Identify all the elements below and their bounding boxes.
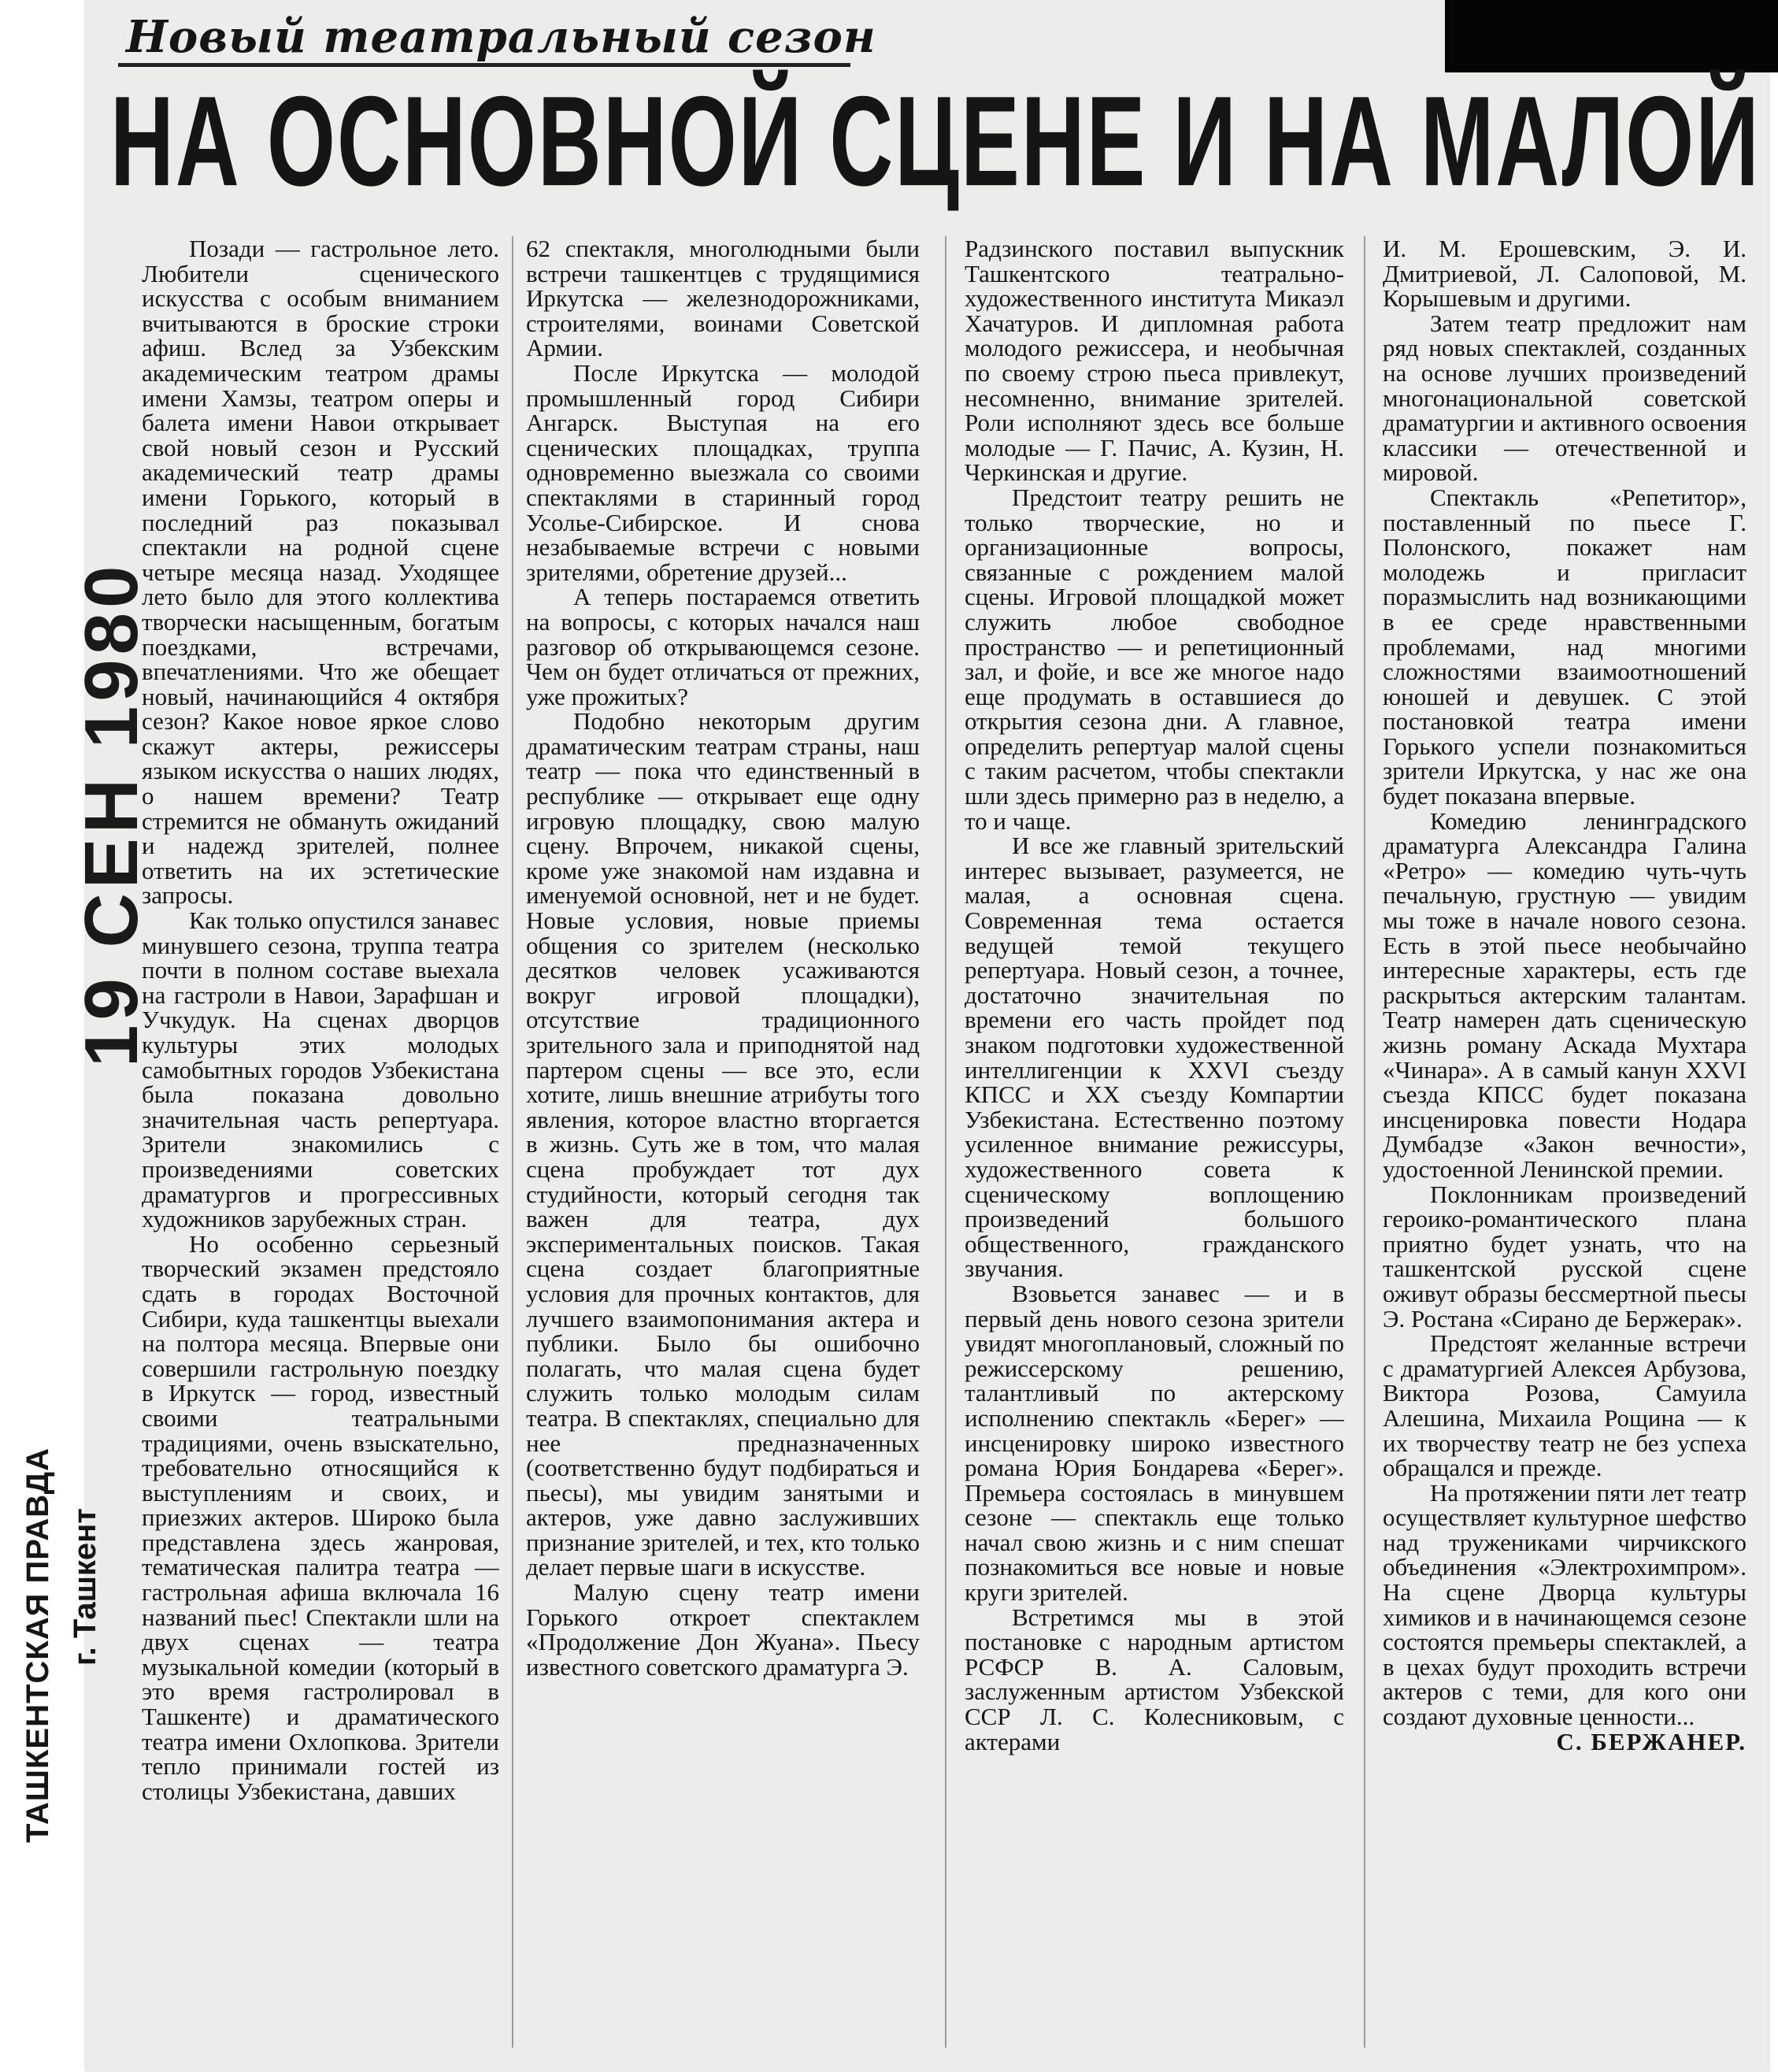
article-column-3 [965, 236, 1344, 2048]
rubric: Новый театральный сезон [126, 11, 876, 63]
city-label: г. Ташкент [68, 1508, 102, 1666]
newspaper-name: ТАШКЕНТСКАЯ ПРАВДА [20, 1447, 55, 1843]
paragraph: А теперь постараемся ответить на вопросы, с которых начался наш разговор об открывающемся сезоне. Чем он будет отличаться от прежних, уже прожитых? [526, 583, 920, 710]
paragraph: И. М. Ерошевским, Э. И. Дмитриевой, Л. Салоповой, М. Корышевым и другими. [1383, 236, 1747, 313]
paragraph: Предстоят желанные встречи с драматургией Алексея Арбузова, Виктора Розова, Самуила Алешина, Михаила Рощина — к их творчеству театр не без успеха обращался и прежде. [1383, 1329, 1747, 1482]
paragraph: Но особенно серьезный творческий экзамен предстояло сдать в городах Восточной Сибири, куда ташкентцы выехали на полтора месяца. Впервые они совершили гастрольную поездку в Иркутск — город, известный своими театральными традициями, очень взыскательно, требовательно относящийся к выступлениям и своих, и приезжих актеров. Широко была представлена здесь жанровая, тематическая палитра театра — гастрольная афиша включала 16 названий пьес! Спектакли шли на двух сценах — театра музыкальной комедии (который в это время гастролировал в Ташкенте) и драматического театра имени Охлопкова. Зрители тепло принимали гостей из столицы Узбекистана, давших [142, 1229, 499, 1805]
column-divider [1364, 236, 1365, 2048]
column-divider [512, 236, 513, 2048]
paragraph: Подобно некоторым другим драматическим театрам страны, наш театр — пока что единственный в республике — открывает еще одну игровую площадку, свою малую сцену. Впрочем, никакой сцены, кроме уже знакомой нам издавна и именуемой основной, нет и не будет. Новые условия, новые приемы общения со зрителем (несколько десятков человек усаживаются вокруг игровой площадки), отсутствие традиционного зрительного зала и приподнятой над партером сцены — все это, если хотите, лишь внешние атрибуты того явления, которое властно вторгается в жизнь. Суть же в том, что малая сцена пробуждает тот дух студийности, который сегодня так важен для театра, дух экспериментальных поисков. Такая сцена создает благоприятные условия для прочных контактов, для лучшего взаимопонимания актера и публики. Было бы ошибочно полагать, что малая сцена будет служить только молодым силам театра. В спектаклях, специально для нее предназначенных (соответственно будут подбираться и пьесы), мы увидим занятыми и актеров, уже давно заслуживших признание зрителей, и тех, кто только делает первые шаги в искусстве. [526, 707, 920, 1581]
article-column-1 [142, 236, 499, 2048]
paragraph: Радзинского поставил выпускник Ташкентского театрально-художественного института Микаэл Хачатуров. И дипломная работа молодого режиссера, и необычная по своему строю пьеса привлекут, несомненно, внимание зрителей. Роли исполняют здесь все больше молодые — Г. Пачис, А. Кузин, Н. Черкинская и другие. [965, 236, 1344, 487]
article-column-4 [1383, 236, 1747, 2048]
paragraph: Позади — гастрольное лето. Любители сценического искусства с особым вниманием вчитываются в броские строки афиш. Вслед за Узбекским академическим театром драмы имени Хамзы, театром оперы и балета имени Навои открывает свой новый сезон и Русский академический театр драмы имени Горького, который в последний раз показывал спектакли на родной сцене четыре месяца назад. Уходящее лето было для этого коллектива творчески насыщенным, богатым поездками, встречами, впечатлениями. Что же обещает новый, начинающийся 4 октября сезон? Какое новое яркое слово скажут актеры, режиссеры языком искусства о наших людях, о нашем времени? Театр стремится не обмануть ожиданий и надежд зрителей, полнее ответить на их эстетические запросы. [142, 236, 499, 910]
paragraph: Затем театр предложит нам ряд новых спектаклей, созданных на основе лучших произведений многонациональной советской драматургии и активного освоения классики — отечественной и мировой. [1383, 309, 1747, 487]
paragraph: Как только опустился занавес минувшего сезона, труппа театра почти в полном составе выехала на гастроли в Навои, Зарафшан и Учкудук. На сценах дворцов культуры этих молодых самобытных городов Узбекистана была показана довольно значительная часть репертуара. Зрители знакомились с произведениями советских драматургов и прогрессивных художников зарубежных стран. [142, 906, 499, 1233]
article-column-2 [526, 236, 920, 2048]
paragraph: На протяжении пяти лет театр осуществляет культурное шефство над тружениками чирчикского объединения «Электрохимпром». На сцене Дворца культуры химиков и в начинающемся сезоне состоятся премьеры спектаклей, а в цехах будут проходить встречи актеров с теми, для кого они создают духовные ценности... [1383, 1478, 1747, 1731]
column-divider [945, 236, 946, 2048]
paragraph: После Иркутска — молодой промышленный город Сибири Ангарск. Выступая на его сценических площадках, труппа одновременно выезжала со своими спектаклями в старинный город Усолье-Сибирское. И снова незабываемые встречи с новыми зрителями, обретение друзей... [526, 358, 920, 586]
paragraph: 62 спектакля, многолюдными были встречи ташкентцев с трудящимися Иркутска — железнодорожниками, строителями, воинами Советской Армии. [526, 236, 920, 362]
paragraph: И все же главный зрительский интерес вызывает, разумеется, не малая, а основная сцена. Современная тема остается ведущей темой текущего репертуара. Новый сезон, а точнее, достаточно значительная по времени его часть пройдет под знаком подготовки художественной интеллигенции к XXVI съезду КПСС и XX съезду Компартии Узбекистана. Естественно поэтому усиленное внимание режиссуры, художественного совета к сценическому воплощению произведений большого общественного, гражданского звучания. [965, 832, 1344, 1283]
headline: НА ОСНОВНОЙ СЦЕНЕ И НА МАЛОЙ [110, 69, 1761, 213]
paragraph: Комедию ленинградского драматурга Александра Галина «Ретро» — комедию чуть-чуть печальную, грустную — увидим мы тоже в начале нового сезона. Есть в этой пьесе необычайно интересные характеры, есть где раскрыться актерским талантам. Театр намерен дать сценическую жизнь роману Аскада Мухтара «Чинара». А в самый канун XXVI съезда КПСС будет показана инсценировка повести Нодара Думбадзе «Закон вечности», удостоенной Ленинской премии. [1383, 806, 1747, 1183]
date-stamp: 19 СЕН 1980 [69, 561, 154, 1067]
paragraph: Встретимся мы в этой постановке с народным артистом РСФСР В. А. Саловым, заслуженным артистом Узбекской ССР Л. С. Колесниковым, с актерами [965, 1603, 1344, 1755]
paragraph: Предстоит театру решить не только творческие, но и организационные вопросы, связанные с рождением малой сцены. Игровой площадкой может служить любое свободное пространство — и репетиционный зал, и фойе, и все же многое надо еще продумать в оставшиеся до открытия сезона дни. А главное, определить репертуар малой сцены с таким расчетом, чтобы спектакли шли здесь примерно раз в неделю, а то и чаще. [965, 483, 1344, 835]
author-signature: С. БЕРЖАНЕР. [1556, 1727, 1747, 1755]
paragraph: Взовьется занавес — и в первый день нового сезона зрители увидят многоплановый, сложный по режиссерскому решению, талантливый по актерскому исполнению спектакль «Берег» — инсценировку широко известного романа Юрия Бондарева «Берег». Премьера состоялась в минувшем сезоне — спектакль еще только начал свою жизнь и с ним спешат познакомиться все новые и новые круги зрителей. [965, 1279, 1344, 1607]
paragraph: Поклонникам произведений героико-романтического плана приятно будет узнать, что на ташкентской русской сцене оживут образы бессмертной пьесы Э. Ростана «Сирано де Бержерак». [1383, 1180, 1747, 1333]
paragraph: Малую сцену театр имени Горького откроет спектаклем «Продолжение Дон Жуана». Пьесу известного советского драматурга Э. [526, 1578, 920, 1681]
paragraph: Спектакль «Репетитор», поставленный по пьесе Г. Полонского, покажет нам молодежь и пригласит поразмыслить над возникающими в ее среде нравственными проблемами, над многими сложностями взаимоотношений юношей и девушек. С этой постановкой театра имени Горького успели познакомиться зрители Иркутска, у нас же она будет показана впервые. [1383, 483, 1747, 810]
